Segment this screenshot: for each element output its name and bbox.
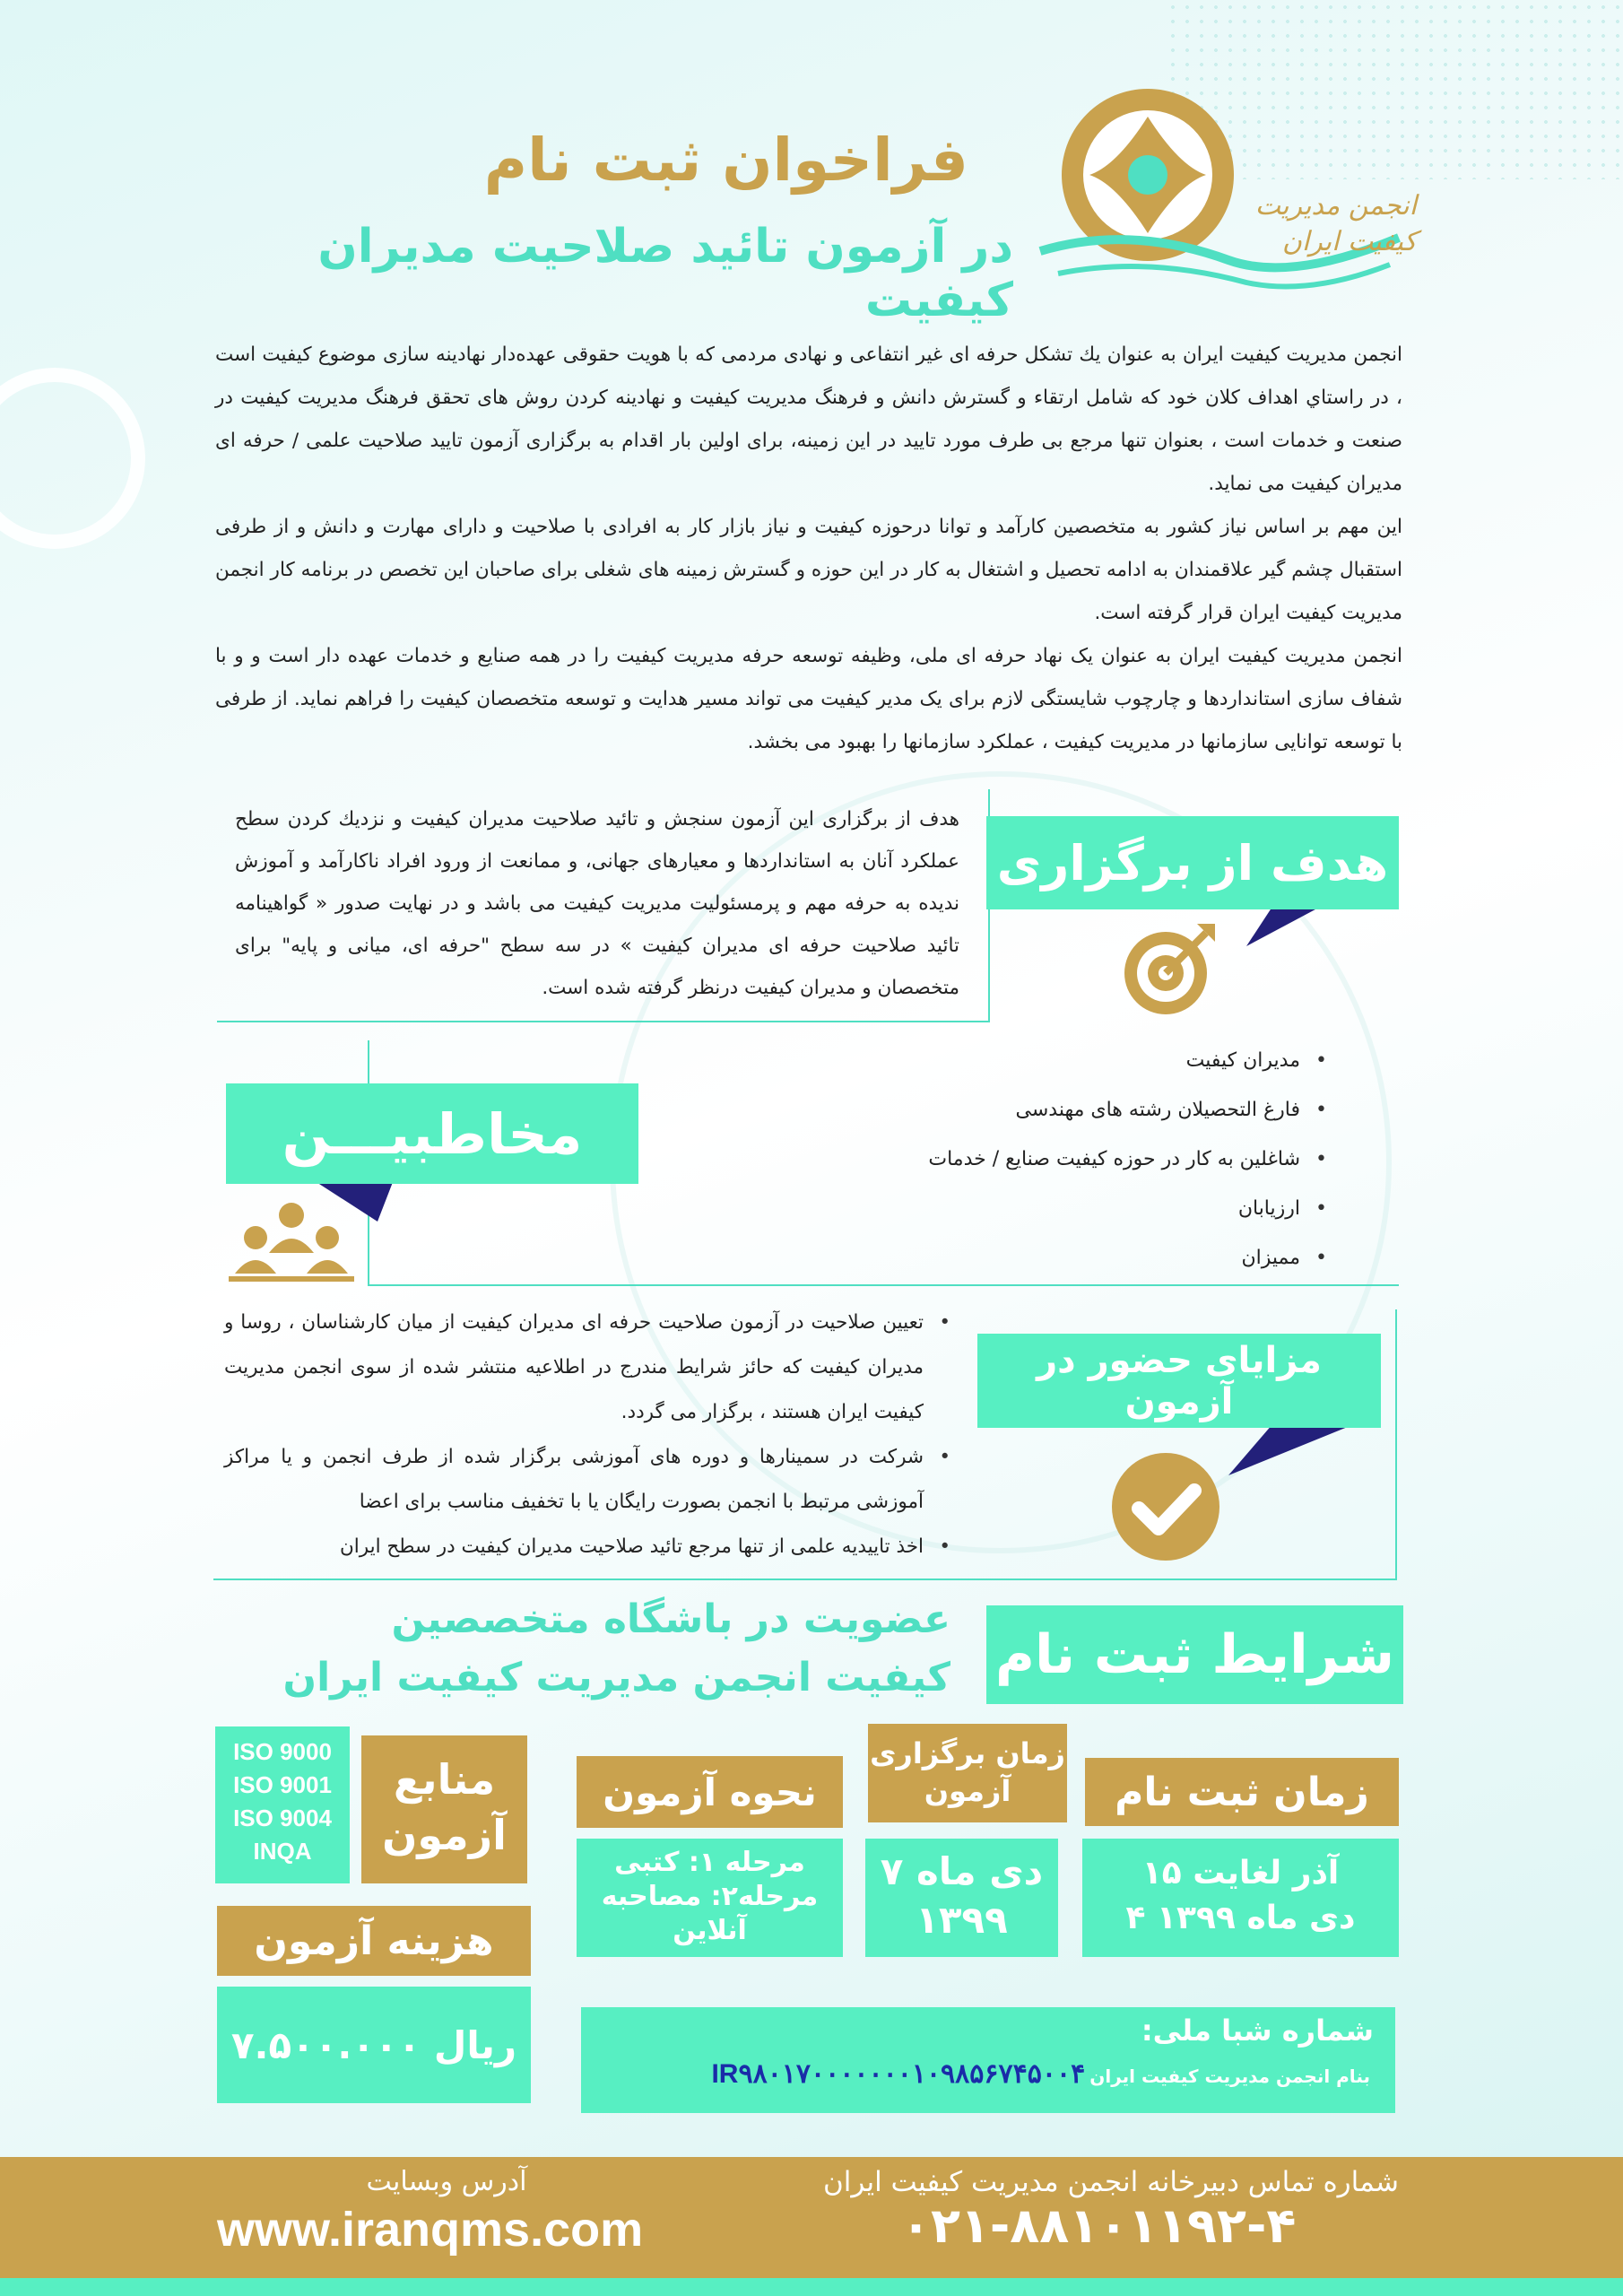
membership-line-2: کیفیت انجمن مدیریت کیفیت ایران — [282, 1655, 950, 1700]
intro-paragraph: انجمن مدیریت کیفیت ایران به عنوان یك تشکل حرفه ای غیر انتفاعی و نهادی مردمی که با هویت حقوقی عهده‌دار نهادینه سازی موضوع کیفیت است ، در راستاي اهداف کلان خود که شامل ارتقاء و گسترش دانش و فرهنگ مدیریت کیفیت و نهادینه کردن روش های تحقق فرهنگ مدیریت کیفیت در صنعت و خدمات است ، بعنوان تنها مرجع بی طرف مورد تایید در این زمینه، برای اولین بار اقدام به برگزاری آزمون تایید صلاحیت علمی / حرفه ای مدیران کیفیت می نماید. — [215, 344, 1402, 495]
sources-label-line: آزمون — [382, 1811, 507, 1859]
bg-ring-left — [0, 368, 145, 549]
page-title: فراخوان ثبت نام — [483, 126, 968, 195]
exam-time-line: ۷ دی ماه — [880, 1849, 1044, 1893]
intro-paragraph: این مهم بر اساس نیاز کشور به متخصصین کارآمد و توانا درحوزه کیفیت و نیاز بازار کار به افرادی با صلاحیت و دارای مهارت و دانش و از طرفی استقبال چشم گیر علاقمندان به ادامه تحصیل و اشتغال به کار در این حوزه و گسترش زمینه های شغلی برای صاحبان این تخصص در برنامه کار انجمن مدیریت کیفیت ایران قرار گرفته است. — [215, 516, 1402, 624]
sheba-label: شماره شبا ملی: — [1141, 2013, 1374, 2048]
logo-text: انجمن مدیریت کیفیت ایران — [1254, 190, 1417, 257]
sheba-owner: بنام انجمن مدیریت کیفیت ایران — [1089, 2066, 1370, 2087]
sources-label — [361, 1735, 527, 1883]
goal-text: هدف از برگزاری این آزمون سنجش و تائید صلاحیت مدیران کیفیت و نزدیك کردن سطح عملکرد آنان به استانداردها و معیارهای جهانی، و ممانعت از ورود افراد ناکارآمد و آموزش ندیده به حرفه مهم و پرمسئولیت مدیریت کیفیت می باشد و در نهایت صدور « گواهینامه تائید صلاحیت حرفه ای مدیران کیفیت » در سه سطح "حرفه ای، میانی و پایه" برای متخصصان و مدیران کیفیت درنظر گرفته شده است. — [235, 808, 959, 999]
method-line: مرحله۲: مصاحبه — [601, 1881, 819, 1912]
audience-label: مخاطبیـــن — [226, 1083, 638, 1184]
exam-time-label-line: زمان برگزاری — [870, 1736, 1065, 1770]
intro-text — [215, 334, 1402, 764]
people-icon — [229, 1197, 354, 1296]
sheba-number: IR۹۸۰۱۷۰۰۰۰۰۰۰۱۰۹۸۵۶۷۴۵۰۰۴ — [711, 2059, 1086, 2089]
registration-label: شرایط ثبت نام — [986, 1605, 1403, 1704]
membership-line-1: عضویت در باشگاه متخصصین — [391, 1596, 950, 1642]
source-item: ISO 9000 — [233, 1738, 332, 1765]
reg-time-label: زمان ثبت نام — [1085, 1758, 1399, 1826]
website-label: آدرس وبسایت — [366, 2166, 527, 2197]
list-item: • تعیین صلاحیت در آزمون صلاحیت حرفه ای مدیران کیفیت از میان کارشناسان ، روسا و مدیران کیفیت که حائز شرایط مندرج در اطلاعیه منتشر شده از سوی انجمن مدیریت کیفیت ایران هستند ، برگزار می گردد. — [224, 1300, 950, 1435]
reg-time-line: ۴ دی ماه ۱۳۹۹ — [1125, 1900, 1356, 1936]
audience-list — [699, 1036, 1354, 1283]
benefits-list — [224, 1300, 977, 1570]
goal-label: هدف از برگزاری — [986, 816, 1399, 909]
method-line: آنلاین — [673, 1915, 747, 1946]
target-icon — [1121, 919, 1219, 1018]
reg-time-line: ۱۵ آذر لغایت — [1141, 1855, 1340, 1892]
benefits-label: مزایای حضور در آزمون — [977, 1334, 1381, 1428]
list-item: • شرکت در سمینارها و دوره های آموزشی برگزار شده از طرف انجمن و یا مراکز آموزشی مرتبط با انجمن بصورت رایگان یا با تخفیف مناسب برای اعضا — [224, 1435, 950, 1525]
method-card — [577, 1839, 843, 1957]
sources-card — [215, 1726, 350, 1883]
source-item: INQA — [253, 1838, 312, 1865]
list-item: • مدیران کیفیت — [699, 1036, 1327, 1085]
list-item: • اخذ تاییدیه علمی از تنها مرجع تائید صلاحیت مدیران کیفیت در سطح ایران — [224, 1525, 950, 1570]
source-item: ISO 9004 — [233, 1805, 332, 1831]
exam-time-line: ۱۳۹۹ — [916, 1898, 1008, 1942]
phone-number[interactable]: ۰۲۱-۸۸۱۰۱۱۹۲-۴ — [901, 2197, 1297, 2254]
list-item: • شاغلین به کار در حوزه کیفیت صنایع / خدمات — [699, 1135, 1327, 1184]
logo — [1022, 81, 1417, 314]
exam-time-label — [868, 1724, 1067, 1822]
list-item: • ممیزان — [699, 1233, 1327, 1283]
list-item: • ارزیابان — [699, 1184, 1327, 1233]
fee-label: هزینه آزمون — [217, 1906, 531, 1976]
phone-label: شماره تماس دبیرخانه انجمن مدیریت کیفیت ایران — [822, 2166, 1399, 2198]
list-item: • فارغ التحصیلان رشته های مهندسی — [699, 1085, 1327, 1135]
page-subtitle: در آزمون تائید صلاحیت مدیران کیفیت — [317, 220, 1013, 327]
fee-card: ۷.۵۰۰.۰۰۰ ریال — [217, 1987, 531, 2103]
source-item: ISO 9001 — [233, 1771, 332, 1798]
website-link[interactable]: www.iranqms.com — [217, 2203, 644, 2257]
exam-time-label-line: آزمون — [924, 1774, 1011, 1808]
reg-time-card — [1082, 1839, 1399, 1957]
method-label: نحوه آزمون — [577, 1756, 843, 1828]
intro-paragraph: انجمن مدیریت کیفیت ایران به عنوان یک نهاد حرفه ای ملی، وظیفه توسعه حرفه مدیریت کیفیت را در همه صنایع و خدمات عهده دار است و و با شفاف سازی استانداردها و چارچوب شایستگی لازم برای یک مدیر کیفیت می تواند مسیر هدایت و توسعه متخصصان کیفیت را فراهم نماید. از طرفی با توسعه توانایی سازمانها در مدیریت کیفیت ، عملکرد سازمانها را بهبود می بخشد. — [215, 645, 1402, 753]
sheba-line — [581, 2058, 1370, 2090]
exam-time-card — [865, 1839, 1058, 1957]
footer-bottom-strip — [0, 2278, 1623, 2296]
check-icon — [1110, 1451, 1222, 1563]
sources-label-line: منابع — [393, 1755, 496, 1804]
method-line: مرحله ۱: کتبی — [614, 1847, 805, 1878]
